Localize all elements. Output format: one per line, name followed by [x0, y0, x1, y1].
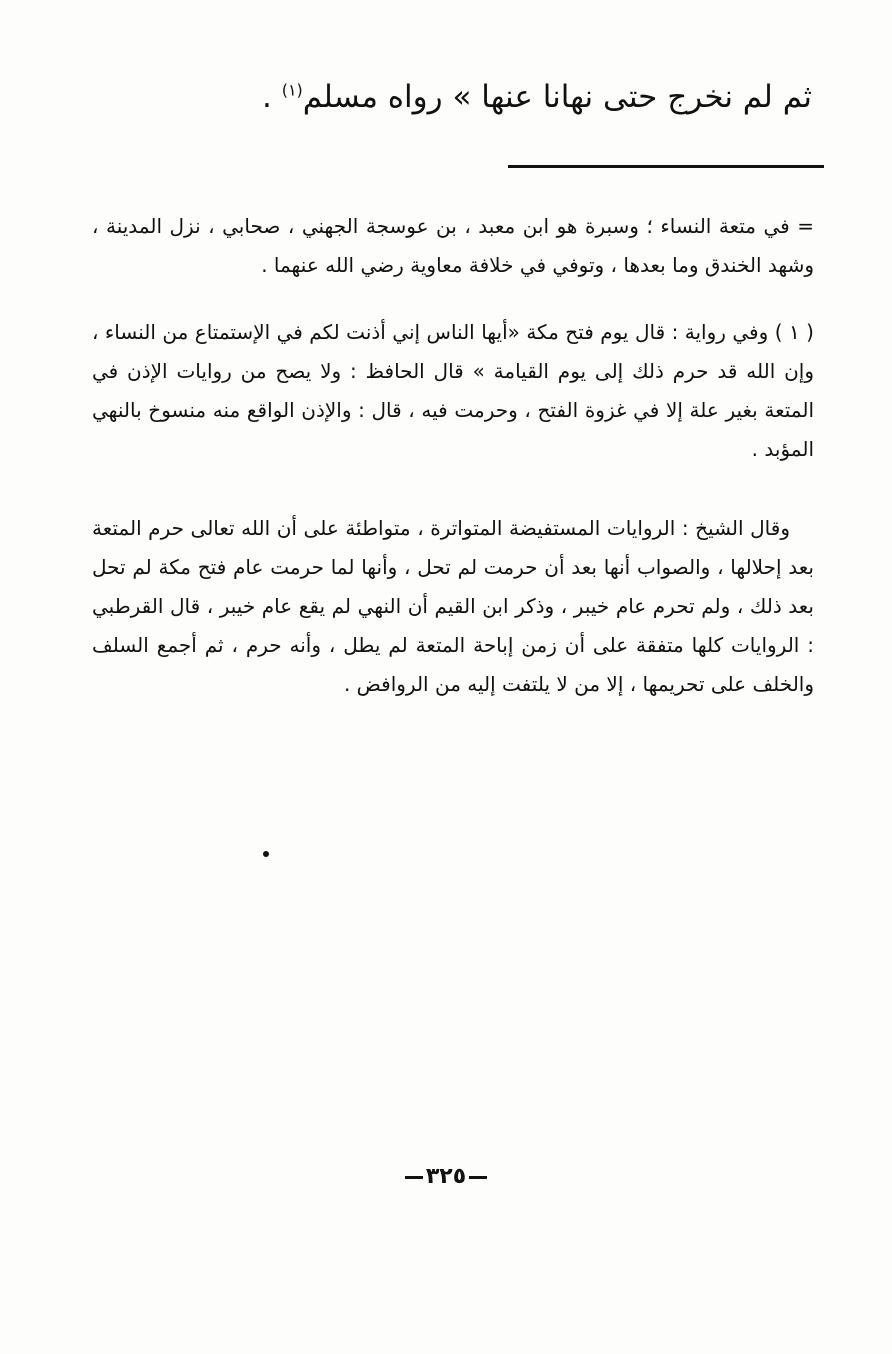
footnote-continuation-paragraph: = في متعة النساء ؛ وسبرة هو ابن معبد ، بن عوسجة الجهني ، صحابي ، نزل المدينة ، وشهد الخندق وما بعدها ، وتوفي في خلافة معاوية رضي الله عنهما . — [92, 214, 814, 277]
page-number-dash-right — [469, 1176, 487, 1179]
footnote-separator-rule — [508, 165, 824, 168]
sheikh-commentary-paragraph: وقال الشيخ : الروايات المستفيضة المتواترة ، متواطئة على أن الله تعالى حرم المتعة بعد إحلالها ، والصواب أنها بعد أن حرمت لم تحل ، وأنها لما حرمت عام فتح مكة لم تحل بعد ذلك ، ولم تحرم عام خيبر ، وذكر ابن القيم أن النهي لم يقع عام خيبر ، قال القرطبي : الروايات كلها متفقة على أن زمن إباحة المتعة لم يطل ، وأنه حرم ، ثم أجمع السلف والخلف على تحريمها ، إلا من لا يلتفت إليه من الروافض . — [92, 516, 814, 696]
page-number-dash-left — [405, 1176, 423, 1179]
footnote-marker: (١) — [281, 80, 303, 100]
hadith-end-punctuation: . — [261, 79, 282, 115]
page-number — [0, 1164, 892, 1189]
hadith-text: ثم لم نخرج حتى نهانا عنها » رواه مسلم — [302, 79, 812, 115]
print-speck — [263, 851, 269, 857]
hadith-closing-line — [220, 72, 812, 122]
footnote-1-paragraph: ( ١ ) وفي رواية : قال يوم فتح مكة «أيها الناس إني أذنت لكم في الإستمتاع من النساء ، وإن الله قد حرم ذلك إلى يوم القيامة » قال الحافظ : ولا يصح من روايات الإذن في المتعة بغير علة إلا في غزوة الفتح ، وحرمت فيه ، قال : والإذن الواقع منه منسوخ بالنهي المؤبد . — [92, 320, 814, 461]
page-number-value: ٣٢٥ — [425, 1164, 467, 1189]
